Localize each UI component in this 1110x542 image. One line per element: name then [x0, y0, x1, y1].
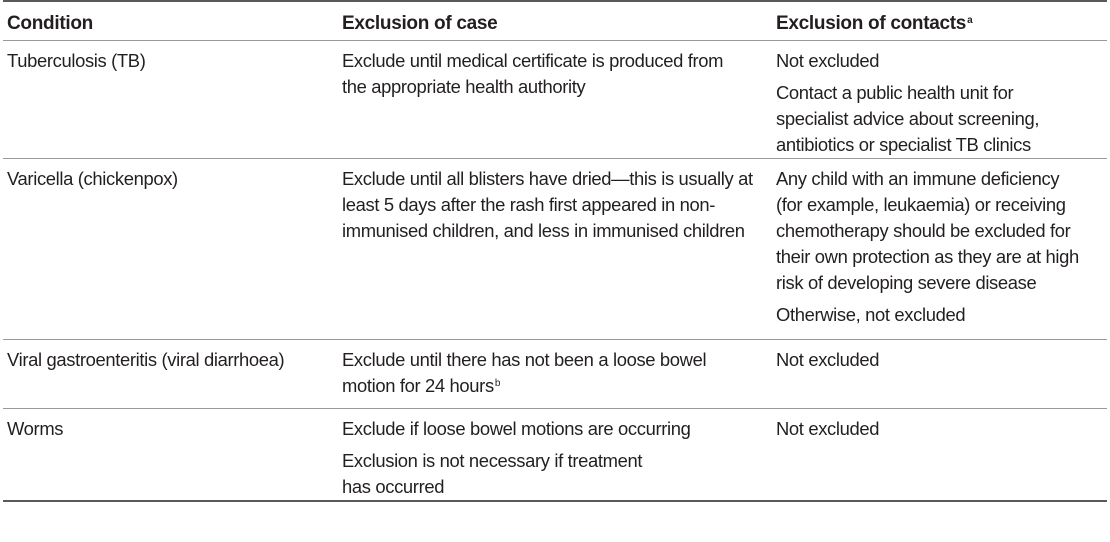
contacts-text: Not excluded — [776, 418, 880, 439]
contacts-text: Otherwise, not excluded — [776, 304, 966, 325]
exclusion-case-cell — [339, 41, 774, 158]
condition-cell: Viral gastroenteritis (viral diarrhoea) — [7, 349, 285, 370]
exclusion-contacts-cell — [774, 409, 1107, 500]
case-text — [342, 347, 737, 399]
footnote-marker-b: b — [494, 378, 501, 389]
table-row — [3, 409, 1107, 500]
table-row — [3, 41, 1107, 158]
header-exclusion-of-case: Exclusion of case — [342, 13, 498, 34]
case-text: Exclude until all blisters have dried—this is usually at least 5 days after the rash first appeared in non-immunised children, and less in immunised children — [342, 168, 753, 241]
exclusion-case-cell — [339, 159, 774, 339]
exclusion-contacts-cell — [774, 340, 1107, 408]
table-row — [3, 340, 1107, 408]
header-exclusion-of-contacts-label: Exclusion of contacts — [776, 13, 967, 34]
exclusion-table — [3, 0, 1107, 502]
contacts-text: Any child with an immune deficiency (for example, leukaemia) or receiving chemotherapy should be excluded for their own protection as they are at high risk of developing severe disease — [776, 168, 1079, 293]
case-text: Exclusion is not necessary if treatment has occurred — [342, 450, 643, 497]
exclusion-contacts-cell — [774, 159, 1107, 339]
contacts-text: Not excluded — [776, 349, 880, 370]
table-bottom-rule — [3, 500, 1107, 502]
case-text-body: Exclude until there has not been a loose bowel motion for 24 hours — [342, 349, 707, 396]
header-condition: Condition — [7, 13, 93, 34]
table-row — [3, 159, 1107, 339]
case-text: Exclude if loose bowel motions are occurring — [342, 418, 691, 439]
exclusion-contacts-cell — [774, 41, 1107, 158]
exclusion-case-cell — [339, 340, 774, 408]
condition-cell: Varicella (chickenpox) — [7, 168, 178, 189]
header-exclusion-of-contacts — [774, 2, 1107, 40]
contacts-text: Not excluded — [776, 50, 880, 71]
condition-cell: Worms — [7, 418, 64, 439]
table-header-row — [3, 2, 1107, 40]
exclusion-case-cell — [339, 409, 774, 500]
footnote-marker-a: a — [967, 15, 973, 26]
case-text: Exclude until medical certificate is produced from the appropriate health authority — [342, 50, 724, 97]
contacts-text: Contact a public health unit for specialist advice about screening, antibiotics or specialist TB clinics — [776, 82, 1040, 155]
condition-cell: Tuberculosis (TB) — [7, 50, 146, 71]
